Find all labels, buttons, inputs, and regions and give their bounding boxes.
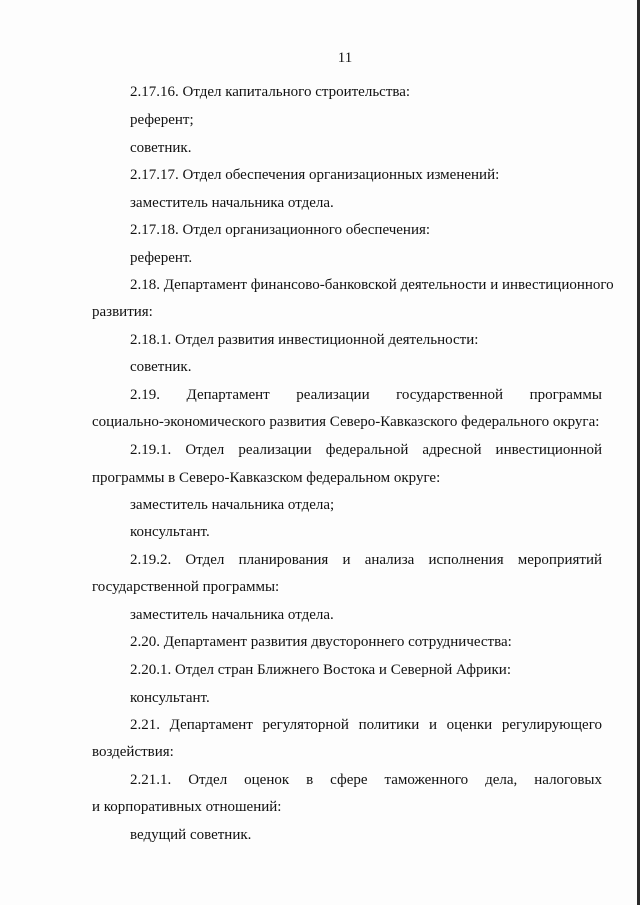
page-number: 11 — [337, 50, 353, 66]
position-line: консультант. — [130, 524, 210, 540]
item-2-21-heading: 2.21. Департамент регуляторной политики и оценки регулирующего — [130, 717, 602, 733]
position-line: заместитель начальника отдела; — [130, 497, 335, 513]
position-line: советник. — [130, 140, 192, 156]
item-2-19-1-heading-cont: программы в Северо-Кавказском федеральном округе: — [92, 470, 441, 486]
item-2-20-1-heading: 2.20.1. Отдел стран Ближнего Востока и Северной Африки: — [130, 662, 511, 678]
item-2-19-2-heading: 2.19.2. Отдел планирования и анализа исполнения мероприятий — [130, 552, 602, 568]
item-2-21-1-heading: 2.21.1. Отдел оценок в сфере таможенного дела, налоговых — [130, 772, 602, 788]
item-2-17-16-heading: 2.17.16. Отдел капитального строительства: — [130, 84, 411, 100]
position-line: референт. — [130, 250, 193, 266]
item-2-19-2-heading-cont: государственной программы: — [92, 579, 280, 595]
position-line: референт; — [130, 112, 194, 128]
position-line: консультант. — [130, 690, 210, 706]
item-2-19-heading-cont: социально-экономического развития Северо-Кавказского федерального округа: — [92, 414, 600, 430]
item-2-18-heading: 2.18. Департамент финансово-банковской деятельности и инвестиционного — [130, 277, 614, 293]
item-2-17-18-heading: 2.17.18. Отдел организационного обеспечения: — [130, 222, 431, 238]
item-2-18-1-heading: 2.18.1. Отдел развития инвестиционной деятельности: — [130, 332, 479, 348]
item-2-17-17-heading: 2.17.17. Отдел обеспечения организационных изменений: — [130, 167, 500, 183]
position-line: заместитель начальника отдела. — [130, 195, 334, 211]
position-line: ведущий советник. — [130, 827, 252, 843]
item-2-20-heading: 2.20. Департамент развития двустороннего сотрудничества: — [130, 634, 512, 650]
position-line: советник. — [130, 359, 192, 375]
item-2-21-1-heading-cont: и корпоративных отношений: — [92, 799, 282, 815]
item-2-19-heading: 2.19. Департамент реализации государственной программы — [130, 387, 602, 403]
item-2-18-heading-cont: развития: — [92, 304, 153, 320]
position-line: заместитель начальника отдела. — [130, 607, 334, 623]
item-2-21-heading-cont: воздействия: — [92, 744, 174, 760]
item-2-19-1-heading: 2.19.1. Отдел реализации федеральной адресной инвестиционной — [130, 442, 602, 458]
